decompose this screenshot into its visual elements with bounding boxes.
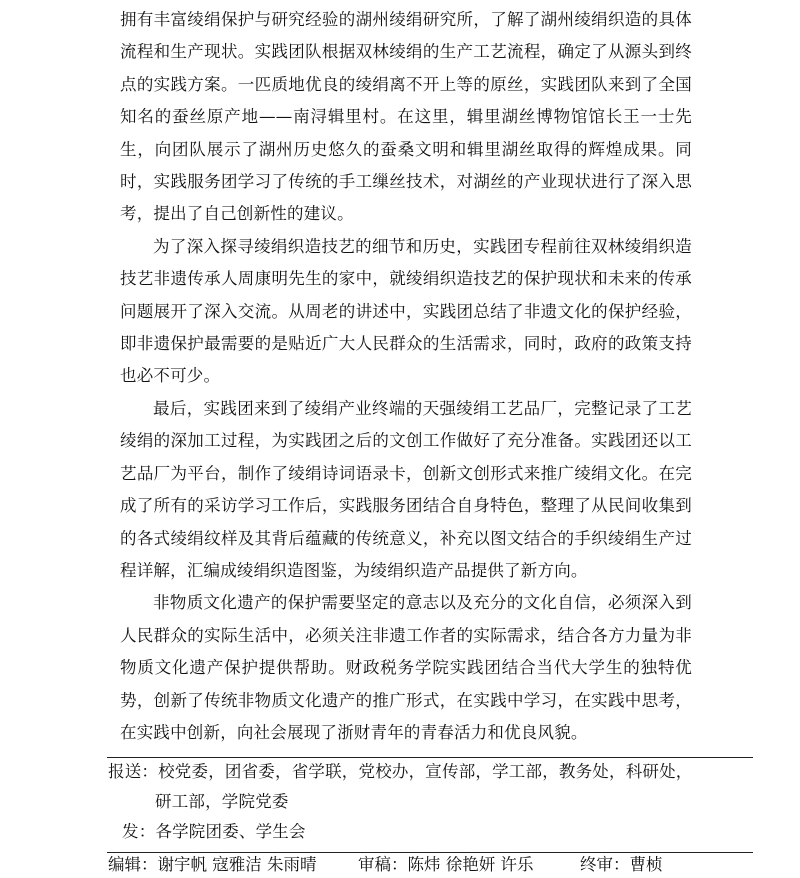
editors-credit: 编辑：谢宇帆 寇雅洁 朱雨晴 (108, 855, 317, 874)
distribution-top-rule (107, 757, 753, 758)
footer-top-rule (107, 852, 753, 853)
report-to-line-1: 报送：校党委，团省委，省学联，党校办，宣传部，学工部，教务处，科研处， (108, 762, 693, 781)
report-to-line-2: 研工部，学院党委 (155, 792, 289, 811)
article-body (120, 4, 692, 749)
send-to-line: 发：各学院团委、学生会 (122, 822, 306, 841)
final-review-credit: 终审：曹桢 (580, 855, 663, 874)
paragraph-factory-visit: 最后，实践团来到了绫绢产业终端的天强绫绢工艺品厂，完整记录了工艺绫绢的深加工过程，为实践团之后的文创工作做好了充分准备。实践团还以工艺品厂为平台，制作了绫绢诗词语录卡，创新文创形式来推广绫绢文化。在完成了所有的采访学习工作后，实践服务团结合自身特色，整理了从民间收集到的各式绫绢纹样及其背后蕴藏的传统意义，补充以图文结合的手织绫绢生产过程详解，汇编成绫绢织造图鉴，为绫绢织造产品提供了新方向。 (120, 398, 692, 580)
paragraph-heritage-visit: 为了深入探寻绫绢织造技艺的细节和历史，实践团专程前往双林绫绢织造技艺非遗传承人周康明先生的家中，就绫绢织造技艺的保护现状和未来的传承问题展开了深入交流。从周老的讲述中，实践团总结了非遗文化的保护经验，即非遗保护最需要的是贴近广大人民群众的生活需求，同时，政府的政策支持也必不可少。 (120, 236, 692, 386)
paragraph-intro-continued: 拥有丰富绫绢保护与研究经验的湖州绫绢研究所，了解了湖州绫绢织造的具体流程和生产现状。实践团队根据双林绫绢的生产工艺流程，确定了从源头到终点的实践方案。一匹质地优良的绫绢离不开上等的原丝，实践团队来到了全国知名的蚕丝原产地——南浔辑里村。在这里，辑里湖丝博物馆馆长王一士先生，向团队展示了湖州历史悠久的蚕桑文明和辑里湖丝取得的辉煌成果。同时，实践服务团学习了传统的手工缫丝技术，对湖丝的产业现状进行了深入思考，提出了自己创新性的建议。 (120, 10, 692, 224)
reviewers-credit: 审稿：陈炜 徐艳妍 许乐 (358, 855, 534, 874)
paragraph-conclusion: 非物质文化遗产的保护需要坚定的意志以及充分的文化自信，必须深入到人民群众的实际生活中，必须关注非遗工作者的实际需求，结合各方力量为非物质文化遗产保护提供帮助。财政税务学院实践团结合当代大学生的独特优势，创新了传统非物质文化遗产的推广形式，在实践中学习，在实践中思考，在实践中创新，向社会展现了浙财青年的青春活力和优良风貌。 (120, 593, 692, 742)
